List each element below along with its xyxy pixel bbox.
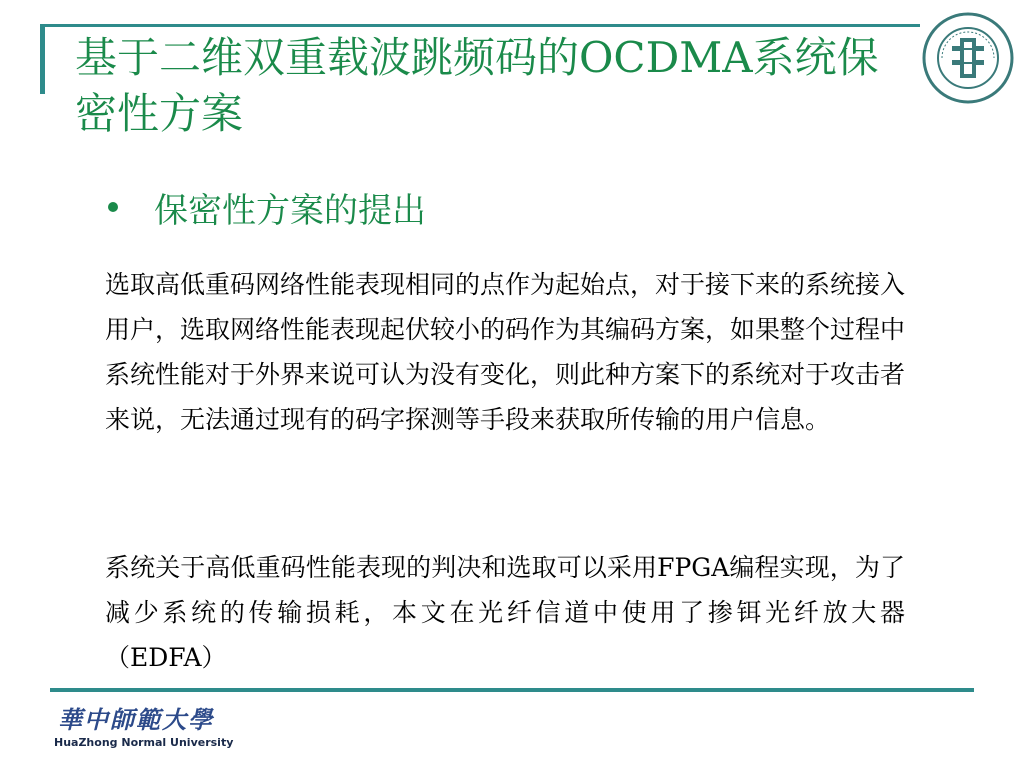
body-paragraph-1: 选取高低重码网络性能表现相同的点作为起始点，对于接下来的系统接入用户，选取网络性能表现起伏较小的码作为其编码方案，如果整个过程中系统性能对于外界来说可认为没有变化，则此种方案下的系统对于攻击者来说，无法通过现有的码字探测等手段来获取所传输的用户信息。 — [105, 270, 906, 434]
bullet-dot-icon — [108, 202, 118, 212]
title-left-bar — [40, 24, 45, 94]
university-seal-icon — [922, 12, 1014, 104]
body-paragraph-2: 系统关于高低重码性能表现的判决和选取可以采用FPGA编程实现，为了减少系统的传输损耗，本文在光纤信道中使用了掺铒光纤放大器（EDFA） — [105, 553, 905, 672]
footer-logo-chinese: 華中師範大學 — [58, 705, 214, 734]
footer-university-logo — [50, 698, 234, 754]
bullet-item — [108, 182, 426, 232]
footer-logo-english: HuaZhong Normal University — [54, 736, 234, 749]
bullet-text: 保密性方案的提出 — [154, 190, 426, 231]
footer-rule — [50, 688, 974, 692]
slide-title: 基于二维双重载波跳频码的OCDMA系统保密性方案 — [75, 33, 879, 138]
title-top-rule — [40, 24, 920, 27]
